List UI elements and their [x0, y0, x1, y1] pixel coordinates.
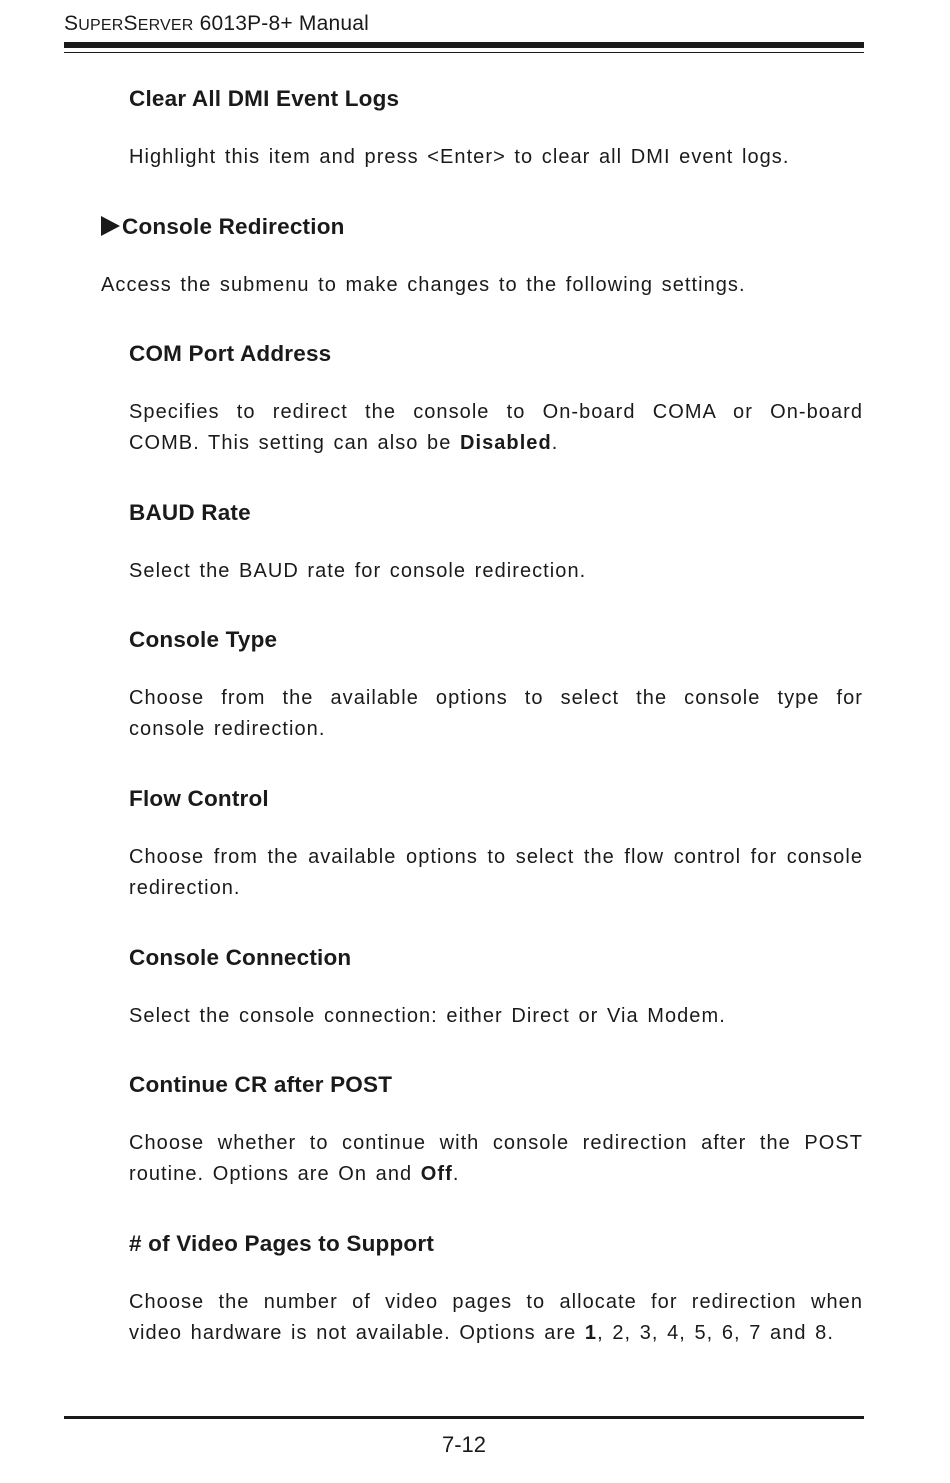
text-video-pages [129, 1287, 863, 1349]
header-cap-s: S [64, 12, 79, 35]
header-smallcaps-1: UPER [78, 17, 124, 34]
heading-flow-control: Flow Control [129, 786, 269, 811]
text-continue-cr-bold: Off [420, 1163, 453, 1185]
running-header [64, 12, 369, 36]
text-com-port-bold: Disabled [459, 432, 552, 454]
text-com-port-b: . [551, 432, 559, 454]
text-com-port-a: Specifies to redirect the console to On-board COMA or On-board COMB. This setting can also be [129, 401, 863, 454]
text-console-redirection: Access the submenu to make changes to the following settings. [101, 274, 746, 296]
heading-console-redirection-label: Console Redirection [122, 214, 345, 239]
header-title-rest: 6013P-8+ Manual [193, 12, 369, 35]
text-video-pages-b: , 2, 3, 4, 5, 6, 7 and 8. [597, 1322, 834, 1344]
heading-baud-rate: BAUD Rate [129, 500, 251, 525]
text-console-connection: Select the console connection: either Direct or Via Modem. [129, 1005, 726, 1027]
heading-console-redirection [101, 214, 345, 240]
text-continue-cr-b: . [452, 1163, 460, 1185]
header-rule-thin [64, 52, 864, 53]
heading-video-pages: # of Video Pages to Support [129, 1231, 435, 1256]
heading-com-port: COM Port Address [129, 341, 332, 366]
text-video-pages-a: Choose the number of video pages to allocate for redirection when video hardware is not available. Options are [129, 1291, 863, 1344]
submenu-arrow-icon [101, 216, 120, 236]
text-clear-dmi: Highlight this item and press <Enter> to clear all DMI event logs. [129, 146, 790, 168]
text-com-port [129, 397, 863, 459]
heading-continue-cr: Continue CR after POST [129, 1072, 393, 1097]
header-cap-s2: S [123, 12, 138, 35]
text-flow-control: Choose from the available options to select the flow control for console redirection. [129, 846, 863, 899]
text-console-type: Choose from the available options to select the console type for console redirection. [129, 687, 863, 740]
heading-console-connection: Console Connection [129, 945, 352, 970]
text-baud-rate: Select the BAUD rate for console redirection. [129, 560, 587, 582]
heading-clear-dmi: Clear All DMI Event Logs [129, 86, 400, 111]
text-video-pages-bold: 1 [584, 1322, 598, 1344]
heading-console-type: Console Type [129, 627, 278, 652]
footer-rule [64, 1416, 864, 1419]
text-continue-cr-a: Choose whether to continue with console redirection after the POST routine. Options are On and [129, 1132, 863, 1185]
text-continue-cr [129, 1128, 863, 1190]
header-rule-thick [64, 42, 864, 48]
header-smallcaps-2: ERVER [137, 17, 194, 34]
page-number: 7-12 [441, 1432, 487, 1457]
